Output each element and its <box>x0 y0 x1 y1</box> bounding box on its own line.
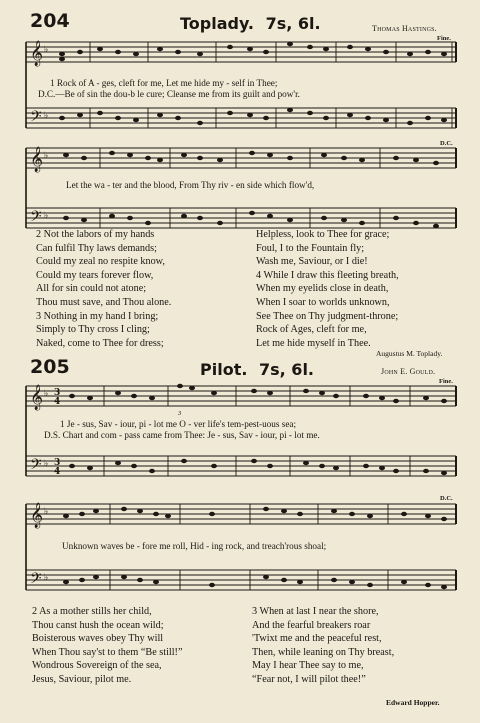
svg-text:𝄞: 𝄞 <box>30 41 44 66</box>
verse-line: Rock of Ages, cleft for me, <box>256 324 367 336</box>
verse-line: Let me hide myself in Thee. <box>256 337 371 349</box>
lyric-line: Unknown waves be - fore me roll, Hid - ing rock, and treach'rous shoal; <box>62 541 327 551</box>
svg-text:𝄞: 𝄞 <box>30 385 44 410</box>
verse-line: Could my zeal no respite know, <box>36 256 165 268</box>
composer-credit: Thomas Hastings. <box>372 24 437 33</box>
verse-line: 2 Not the labors of my hands <box>36 229 155 240</box>
svg-text:♭: ♭ <box>44 151 49 161</box>
verses-column-left <box>32 605 182 687</box>
lyric-line: D.C.—Be of sin the dou-b le cure; Cleanse me from its guilt and pow'r. <box>38 89 300 99</box>
lyric-line: 1 Rock of A - ges, cleft for me, Let me hide my - self in Thee; <box>50 78 278 88</box>
verse-line: Boisterous waves obey Thy will <box>32 633 164 645</box>
verse-line: See Thee on Thy judgment-throne; <box>256 310 399 322</box>
svg-text:3: 3 <box>54 458 61 468</box>
verse-line: And the fearful breakers roar <box>252 619 371 631</box>
verse-line: Thou canst hush the ocean wild; <box>32 619 164 631</box>
verse-line: Simply to Thy cross I cling; <box>36 324 150 336</box>
hymn-tune-name: Pilot. <box>200 360 248 379</box>
verse-line: 'Twixt me and the peaceful rest, <box>252 633 382 645</box>
verse-line: 2 As a mother stills her child, <box>32 606 152 617</box>
verse-line: 3 When at last I near the shore, <box>252 606 379 617</box>
svg-text:♭: ♭ <box>44 111 49 121</box>
svg-text:4: 4 <box>54 467 61 477</box>
verse-line: “Fear not, I will pilot thee!” <box>252 673 366 685</box>
hymn-title <box>180 14 321 33</box>
svg-text:4: 4 <box>54 397 61 407</box>
hymn-tune-name: Toplady. <box>180 14 255 33</box>
verses-column-right <box>256 228 399 350</box>
verse-line: Helpless, look to Thee for grace; <box>256 229 390 240</box>
svg-text:𝄞: 𝄞 <box>30 147 44 172</box>
verse-line: Wondrous Sovereign of the sea, <box>32 660 162 672</box>
svg-text:𝄢: 𝄢 <box>30 208 42 229</box>
verse-line: Wash me, Saviour, or I die! <box>256 256 368 268</box>
verse-line: When my eyelids close in death, <box>256 283 389 295</box>
svg-text:𝄢: 𝄢 <box>30 108 42 129</box>
verse-line: Jesus, Saviour, pilot me. <box>32 673 132 685</box>
svg-text:♭: ♭ <box>44 389 49 399</box>
music-staff-system <box>0 146 480 238</box>
verse-line: Naked, come to Thee for dress; <box>36 337 164 349</box>
svg-text:3: 3 <box>54 388 61 398</box>
hymn-number: 205 <box>30 356 70 378</box>
verses-column-right <box>252 605 394 687</box>
verse-line: 4 While I draw this fleeting breath, <box>256 269 399 281</box>
composer-credit: John E. Gould. <box>381 367 436 376</box>
fine-mark: Fine. <box>439 378 453 385</box>
hymn-title <box>200 360 314 379</box>
svg-text:♭: ♭ <box>44 211 49 221</box>
author-credit: Augustus M. Toplady. <box>376 349 443 358</box>
lyric-line: Let the wa - ter and the blood, From Thy riv - en side which flow'd, <box>66 180 315 190</box>
verse-line: Then, while leaning on Thy breast, <box>252 646 395 658</box>
hymn-meter: 7s, 6l. <box>259 360 314 379</box>
dc-mark: D.C. <box>440 140 453 147</box>
verse-line: 3 Nothing in my hand I bring; <box>36 310 159 322</box>
author-credit: Edward Hopper. <box>386 698 440 707</box>
svg-text:♭: ♭ <box>44 459 49 469</box>
triplet-mark: 3 <box>178 410 182 417</box>
verses-column-left <box>36 228 171 350</box>
verse-line: May I hear Thee say to me, <box>252 660 364 672</box>
verse-line: When I soar to worlds unknown, <box>256 296 390 308</box>
hymn-meter: 7s, 6l. <box>265 14 321 33</box>
hymn-number: 204 <box>30 10 70 32</box>
verse-line: All for sin could not atone; <box>36 283 147 295</box>
svg-text:𝄢: 𝄢 <box>30 570 42 591</box>
svg-text:♭: ♭ <box>44 45 49 55</box>
verse-line: Could my tears forever flow, <box>36 269 154 281</box>
svg-text:𝄞: 𝄞 <box>30 503 44 528</box>
svg-text:𝄢: 𝄢 <box>30 456 42 477</box>
verse-line: Thou must save, and Thou alone. <box>36 296 172 308</box>
svg-text:♭: ♭ <box>44 507 49 517</box>
fine-mark: Fine. <box>437 35 451 42</box>
verse-line: Foul, I to the Fountain fly; <box>256 242 365 254</box>
verse-line: When Thou say'st to them “Be still!” <box>32 646 183 658</box>
lyric-line: 1 Je - sus, Sav - iour, pi - lot me O - ver life's tem-pest-uous sea; <box>60 419 297 429</box>
svg-text:♭: ♭ <box>44 573 49 583</box>
lyric-line: D.S. Chart and com - pass came from Thee: Je - sus, Sav - iour, pi - lot me. <box>44 430 320 440</box>
dc-mark: D.C. <box>440 495 453 502</box>
verse-line: Can fulfil Thy laws demands; <box>36 242 157 254</box>
